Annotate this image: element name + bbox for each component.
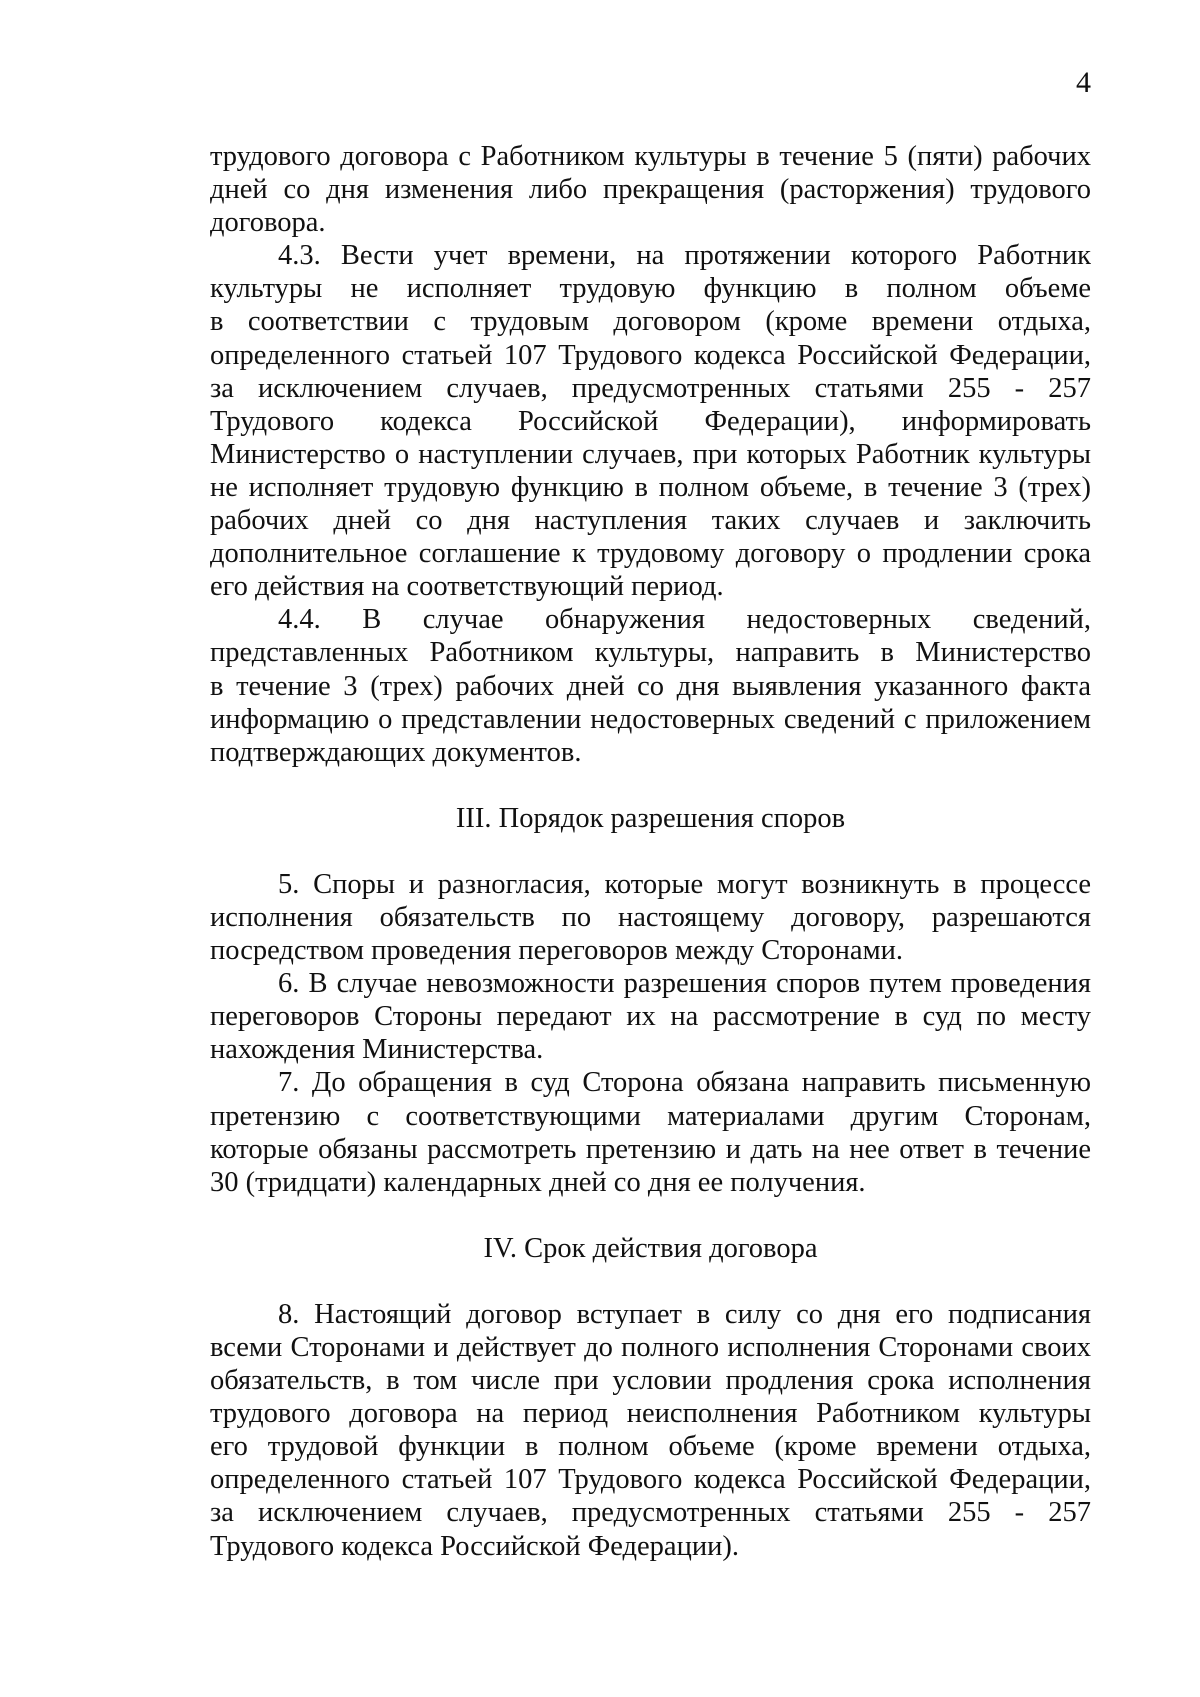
clause-7-start: 7. До обращения в суд Сторона обязана направить письменную xyxy=(278,1067,1091,1099)
body-line: дополнительное соглашение к трудовому договору о продлении срока xyxy=(210,538,1091,570)
body-line: нахождения Министерства. xyxy=(210,1034,544,1066)
body-line: договора. xyxy=(210,207,326,239)
clause-6-start: 6. В случае невозможности разрешения споров путем проведения xyxy=(278,968,1091,1000)
body-line: его трудовой функции в полном объеме (кроме времени отдыха, xyxy=(210,1431,1091,1463)
body-line: обязательств, в том числе при условии продления срока исполнения xyxy=(210,1365,1091,1397)
body-line: Трудового кодекса Российской Федерации), информировать xyxy=(210,405,1091,437)
body-line: трудового договора на период неисполнения Работником культуры xyxy=(210,1398,1091,1430)
body-line: его действия на соответствующий период. xyxy=(210,571,724,603)
body-line: которые обязаны рассмотреть претензию и дать на нее ответ в течение xyxy=(210,1133,1091,1165)
body-line: 30 (тридцати) календарных дней со дня ее получения. xyxy=(210,1166,866,1198)
body-line: за исключением случаев, предусмотренных статьями 255 - 257 xyxy=(210,372,1091,404)
body-line: Трудового кодекса Российской Федерации). xyxy=(210,1530,739,1562)
body-line: дней со дня изменения либо прекращения (расторжения) трудового xyxy=(210,174,1091,206)
section-heading-iii: III. Порядок разрешения споров xyxy=(455,802,846,834)
body-line: не исполняет трудовую функцию в полном объеме, в течение 3 (трех) xyxy=(210,471,1091,503)
body-line: исполнения обязательств по настоящему договору, разрешаются xyxy=(210,901,1091,933)
body-line: определенного статьей 107 Трудового кодекса Российской Федерации, xyxy=(210,339,1091,371)
body-line: всеми Сторонами и действует до полного исполнения Сторонами своих xyxy=(210,1332,1091,1363)
section-heading-iv: IV. Срок действия договора xyxy=(483,1232,818,1264)
body-line: рабочих дней со дня наступления таких случаев и заключить xyxy=(210,505,1091,537)
clause-8-start: 8. Настоящий договор вступает в силу со дня его подписания xyxy=(278,1298,1091,1330)
body-line: определенного статьей 107 Трудового кодекса Российской Федерации, xyxy=(210,1464,1091,1496)
clause-4-4-start: 4.4. В случае обнаружения недостоверных сведений, xyxy=(278,604,1091,636)
clause-5-start: 5. Споры и разногласия, которые могут возникнуть в процессе xyxy=(278,868,1091,900)
body-line: трудового договора с Работником культуры в течение 5 (пяти) рабочих xyxy=(210,141,1091,172)
body-line: Министерство о наступлении случаев, при которых Работник культуры xyxy=(210,438,1091,470)
body-line: подтверждающих документов. xyxy=(210,736,582,768)
document-body xyxy=(210,140,1091,1563)
body-line: в течение 3 (трех) рабочих дней со дня выявления указанного факта xyxy=(210,670,1091,702)
body-line: претензию с соответствующими материалами другим Сторонам, xyxy=(210,1100,1091,1132)
body-line: информацию о представлении недостоверных сведений с приложением xyxy=(210,703,1091,735)
body-line: в соответствии с трудовым договором (кроме времени отдыха, xyxy=(210,306,1091,338)
body-line: посредством проведения переговоров между Сторонами. xyxy=(210,935,903,967)
body-line: культуры не исполняет трудовую функцию в полном объеме xyxy=(210,273,1091,305)
body-line: представленных Работником культуры, направить в Министерство xyxy=(210,637,1091,669)
clause-4-3-start: 4.3. Вести учет времени, на протяжении которого Работник xyxy=(278,240,1091,272)
body-line: переговоров Стороны передают их на рассмотрение в суд по месту xyxy=(210,1001,1091,1033)
page-number: 4 xyxy=(1076,66,1091,99)
body-line: за исключением случаев, предусмотренных статьями 255 - 257 xyxy=(210,1497,1091,1529)
